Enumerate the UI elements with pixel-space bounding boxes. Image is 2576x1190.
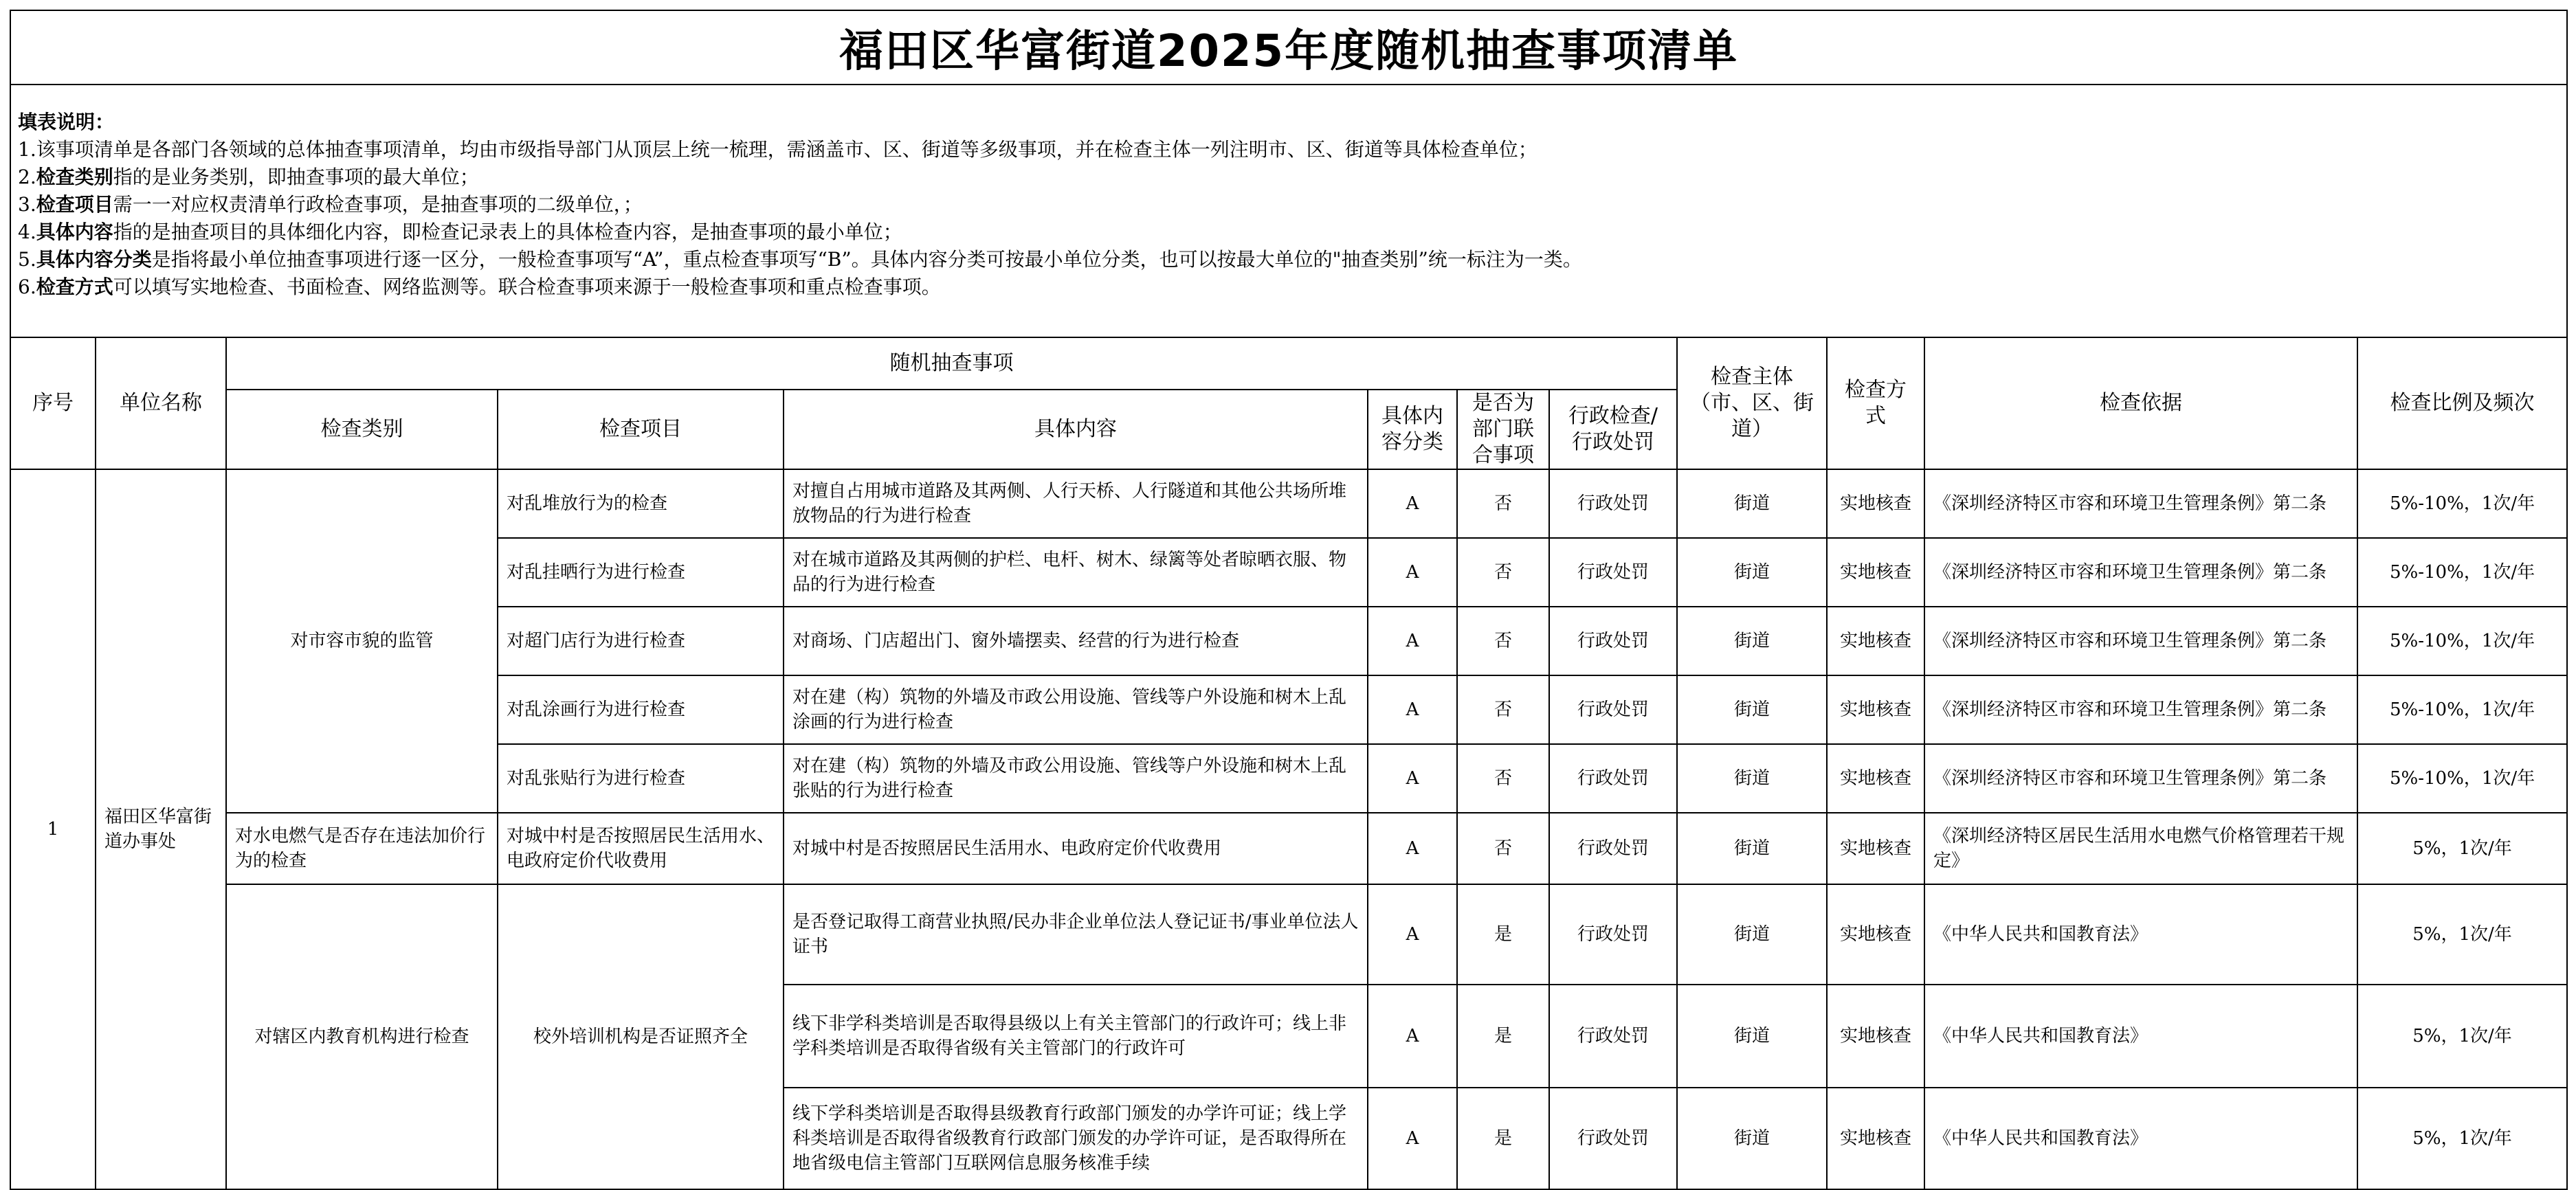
header-subject: 检查主体（市、区、街道） bbox=[1677, 337, 1827, 469]
basis-cell: 《深圳经济特区市容和环境卫生管理条例》第二条 bbox=[1924, 744, 2357, 813]
method-cell: 实地核查 bbox=[1827, 469, 1924, 538]
joint-cell: 是 bbox=[1457, 985, 1549, 1088]
header-seq: 序号 bbox=[10, 337, 96, 469]
content-class-cell: A bbox=[1368, 469, 1457, 538]
method-cell: 实地核查 bbox=[1827, 884, 1924, 985]
table-row bbox=[10, 469, 2567, 538]
ratio-cell: 5%，1次/年 bbox=[2357, 1088, 2567, 1189]
header-joint: 是否为部门联合事项 bbox=[1457, 390, 1549, 469]
item-cell: 对超门店行为进行检查 bbox=[498, 607, 784, 675]
subject-cell: 街道 bbox=[1677, 538, 1827, 607]
item-cell: 对乱堆放行为的检查 bbox=[498, 469, 784, 538]
subject-cell: 街道 bbox=[1677, 744, 1827, 813]
header-basis: 检查依据 bbox=[1924, 337, 2357, 469]
action-cell: 行政处罚 bbox=[1549, 744, 1677, 813]
action-cell: 行政处罚 bbox=[1549, 607, 1677, 675]
unit-name-cell: 福田区华富街道办事处 bbox=[96, 469, 226, 1189]
item-cell: 对乱挂晒行为进行检查 bbox=[498, 538, 784, 607]
content-class-cell: A bbox=[1368, 985, 1457, 1088]
item-cell: 对乱张贴行为进行检查 bbox=[498, 744, 784, 813]
subject-cell: 街道 bbox=[1677, 607, 1827, 675]
content-class-cell: A bbox=[1368, 744, 1457, 813]
header-random-inspection-group: 随机抽查事项 bbox=[226, 337, 1677, 390]
action-cell: 行政处罚 bbox=[1549, 538, 1677, 607]
joint-cell: 否 bbox=[1457, 744, 1549, 813]
table-row bbox=[10, 813, 2567, 884]
content-class-cell: A bbox=[1368, 538, 1457, 607]
basis-cell: 《中华人民共和国教育法》 bbox=[1924, 1088, 2357, 1189]
method-cell: 实地核查 bbox=[1827, 813, 1924, 884]
ratio-cell: 5%-10%，1次/年 bbox=[2357, 607, 2567, 675]
basis-cell: 《深圳经济特区市容和环境卫生管理条例》第二条 bbox=[1924, 607, 2357, 675]
instruction-line-5: 5.具体内容分类是指将最小单位抽查事项进行逐一区分，一般检查事项写“A”，重点检查事项写“B”。具体内容分类可按最小单位分类，也可以按最大单位的"抽查类别”统一标注为一类。 bbox=[18, 248, 1582, 271]
method-cell: 实地核查 bbox=[1827, 985, 1924, 1088]
header-action: 行政检查/行政处罚 bbox=[1549, 390, 1677, 469]
subject-cell: 街道 bbox=[1677, 1088, 1827, 1189]
header-unit: 单位名称 bbox=[96, 337, 226, 469]
basis-cell: 《深圳经济特区市容和环境卫生管理条例》第二条 bbox=[1924, 538, 2357, 607]
header-ratio: 检查比例及频次 bbox=[2357, 337, 2567, 469]
inspection-table bbox=[10, 10, 2568, 1190]
header-method: 检查方式 bbox=[1827, 337, 1924, 469]
content-cell: 对商场、门店超出门、窗外墙摆卖、经营的行为进行检查 bbox=[784, 607, 1368, 675]
joint-cell: 否 bbox=[1457, 813, 1549, 884]
content-class-cell: A bbox=[1368, 1088, 1457, 1189]
content-class-cell: A bbox=[1368, 813, 1457, 884]
action-cell: 行政处罚 bbox=[1549, 884, 1677, 985]
item-cell: 对乱涂画行为进行检查 bbox=[498, 675, 784, 744]
seq-cell: 1 bbox=[10, 469, 96, 1189]
joint-cell: 否 bbox=[1457, 675, 1549, 744]
subject-cell: 街道 bbox=[1677, 675, 1827, 744]
subject-cell: 街道 bbox=[1677, 884, 1827, 985]
category-cell: 对水电燃气是否存在违法加价行为的检查 bbox=[226, 813, 498, 884]
content-class-cell: A bbox=[1368, 607, 1457, 675]
instructions-heading: 填表说明： bbox=[18, 111, 115, 133]
category-cell: 对辖区内教育机构进行检查 bbox=[226, 884, 498, 1189]
action-cell: 行政处罚 bbox=[1549, 1088, 1677, 1189]
instruction-line-3: 3.检查项目需一一对应权责清单行政检查事项，是抽查事项的二级单位，； bbox=[18, 193, 643, 216]
category-cell: 对市容市貌的监管 bbox=[226, 469, 498, 813]
joint-cell: 是 bbox=[1457, 1088, 1549, 1189]
header-content: 具体内容 bbox=[784, 390, 1368, 469]
content-cell: 线下学科类培训是否取得县级教育行政部门颁发的办学许可证；线上学科类培训是否取得省级教育行政部门颁发的办学许可证，是否取得所在地省级电信主管部门互联网信息服务核准手续 bbox=[784, 1088, 1368, 1189]
header-content-class: 具体内容分类 bbox=[1368, 390, 1457, 469]
basis-cell: 《中华人民共和国教育法》 bbox=[1924, 985, 2357, 1088]
content-cell: 对在城市道路及其两侧的护栏、电杆、树木、绿篱等处者晾晒衣服、物品的行为进行检查 bbox=[784, 538, 1368, 607]
ratio-cell: 5%-10%，1次/年 bbox=[2357, 744, 2567, 813]
action-cell: 行政处罚 bbox=[1549, 985, 1677, 1088]
basis-cell: 《中华人民共和国教育法》 bbox=[1924, 884, 2357, 985]
joint-cell: 否 bbox=[1457, 607, 1549, 675]
ratio-cell: 5%-10%，1次/年 bbox=[2357, 538, 2567, 607]
content-cell: 是否登记取得工商营业执照/民办非企业单位法人登记证书/事业单位法人证书 bbox=[784, 884, 1368, 985]
ratio-cell: 5%，1次/年 bbox=[2357, 813, 2567, 884]
instruction-line-4: 4.具体内容指的是抽查项目的具体细化内容，即检查记录表上的具体检查内容，是抽查事项的最小单位； bbox=[18, 221, 902, 243]
header-category: 检查类别 bbox=[226, 390, 498, 469]
joint-cell: 是 bbox=[1457, 884, 1549, 985]
subject-cell: 街道 bbox=[1677, 985, 1827, 1088]
basis-cell: 《深圳经济特区市容和环境卫生管理条例》第二条 bbox=[1924, 469, 2357, 538]
content-cell: 线下非学科类培训是否取得县级以上有关主管部门的行政许可；线上非学科类培训是否取得省级有关主管部门的行政许可 bbox=[784, 985, 1368, 1088]
instruction-line-2: 2.检查类别指的是业务类别，即抽查事项的最大单位； bbox=[18, 166, 479, 188]
subject-cell: 街道 bbox=[1677, 813, 1827, 884]
content-class-cell: A bbox=[1368, 675, 1457, 744]
instruction-line-6: 6.检查方式可以填写实地检查、书面检查、网络监测等。联合检查事项来源于一般检查事项和重点检查事项。 bbox=[18, 276, 941, 298]
instruction-line-1: 1.该事项清单是各部门各领域的总体抽查事项清单，均由市级指导部门从顶层上统一梳理，需涵盖市、区、街道等多级事项，并在检查主体一列注明市、区、街道等具体检查单位； bbox=[18, 138, 1537, 161]
ratio-cell: 5%，1次/年 bbox=[2357, 985, 2567, 1088]
method-cell: 实地核查 bbox=[1827, 675, 1924, 744]
header-item: 检查项目 bbox=[498, 390, 784, 469]
content-class-cell: A bbox=[1368, 884, 1457, 985]
page-title: 福田区华富街道2025年度随机抽查事项清单 bbox=[10, 10, 2567, 85]
method-cell: 实地核查 bbox=[1827, 538, 1924, 607]
content-cell: 对在建（构）筑物的外墙及市政公用设施、管线等户外设施和树木上乱涂画的行为进行检查 bbox=[784, 675, 1368, 744]
action-cell: 行政处罚 bbox=[1549, 469, 1677, 538]
item-cell: 校外培训机构是否证照齐全 bbox=[498, 884, 784, 1189]
joint-cell: 否 bbox=[1457, 469, 1549, 538]
method-cell: 实地核查 bbox=[1827, 1088, 1924, 1189]
filling-instructions bbox=[10, 85, 2567, 337]
content-cell: 对在建（构）筑物的外墙及市政公用设施、管线等户外设施和树木上乱张贴的行为进行检查 bbox=[784, 744, 1368, 813]
content-cell: 对擅自占用城市道路及其两侧、人行天桥、人行隧道和其他公共场所堆放物品的行为进行检查 bbox=[784, 469, 1368, 538]
basis-cell: 《深圳经济特区居民生活用水电燃气价格管理若干规定》 bbox=[1924, 813, 2357, 884]
item-cell: 对城中村是否按照居民生活用水、电政府定价代收费用 bbox=[498, 813, 784, 884]
action-cell: 行政处罚 bbox=[1549, 675, 1677, 744]
content-cell: 对城中村是否按照居民生活用水、电政府定价代收费用 bbox=[784, 813, 1368, 884]
method-cell: 实地核查 bbox=[1827, 607, 1924, 675]
method-cell: 实地核查 bbox=[1827, 744, 1924, 813]
basis-cell: 《深圳经济特区市容和环境卫生管理条例》第二条 bbox=[1924, 675, 2357, 744]
joint-cell: 否 bbox=[1457, 538, 1549, 607]
ratio-cell: 5%，1次/年 bbox=[2357, 884, 2567, 985]
ratio-cell: 5%-10%，1次/年 bbox=[2357, 675, 2567, 744]
subject-cell: 街道 bbox=[1677, 469, 1827, 538]
table-row bbox=[10, 884, 2567, 985]
ratio-cell: 5%-10%，1次/年 bbox=[2357, 469, 2567, 538]
action-cell: 行政处罚 bbox=[1549, 813, 1677, 884]
